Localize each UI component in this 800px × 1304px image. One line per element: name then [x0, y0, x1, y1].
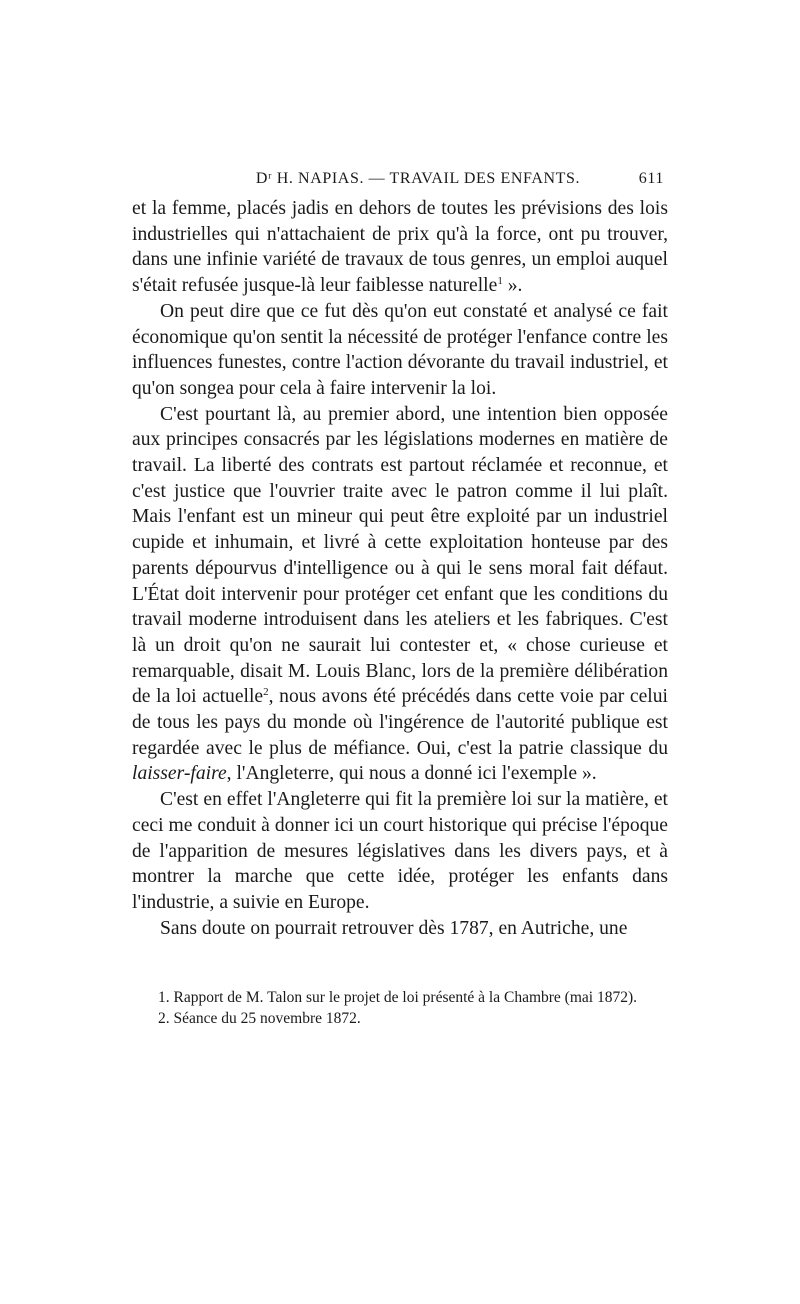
footnotes [132, 987, 668, 1029]
paragraph-text: , l'Angleterre, qui nous a donné ici l'exemple ». [226, 763, 597, 785]
footnote-ref-2: 2 [263, 686, 269, 699]
footnote-2: 2. Séance du 25 novembre 1872. [158, 1010, 361, 1028]
footnote-1: 1. Rapport de M. Talon sur le projet de loi présenté à la Chambre (mai 1872). [158, 989, 638, 1007]
paragraph-text: et la femme, placés jadis en dehors de toutes les prévisions des lois industrielles qui n'attachaient de prix qu'à la force, ont pu trouver, dans une infinie variété de travaux de tous genres, un emploi auquel s'était refusée jusque-là leur faiblesse naturelle [132, 198, 668, 297]
paragraph-1 [132, 196, 668, 299]
page-number: 611 [638, 170, 664, 187]
running-head [132, 170, 668, 196]
paragraph-tail: ». [502, 275, 523, 297]
book-page [132, 170, 668, 1029]
paragraph-5: Sans doute on pourrait retrouver dès 1787, en Autriche, une [160, 917, 628, 939]
paragraph-text: , nous avons été précédés dans cette voie par celui de tous les pays du monde où l'ingérence de l'autorité publique est regardée avec le plus de méfiance. Oui, c'est la patrie classique du [132, 686, 668, 759]
body-text [132, 196, 668, 941]
paragraph-4: C'est en effet l'Angleterre qui fit la première loi sur la matière, et ceci me conduit à donner ici un court historique qui précise l'époque de l'apparition de mesures législatives dans les divers pays, et à montrer la marche que cette idée, protéger les enfants dans l'industrie, a suivie en Europe. [132, 789, 668, 913]
running-title: Dʳ H. NAPIAS. — TRAVAIL DES ENFANTS. [255, 170, 581, 187]
paragraph-3 [132, 402, 668, 788]
footnote-ref-1: 1 [497, 275, 503, 288]
paragraph-2: On peut dire que ce fut dès qu'on eut constaté et analysé ce fait économique qu'on sentit la nécessité de protéger l'enfance contre les influences funestes, contre l'action dévorante du travail industriel, et qu'on songea pour cela à faire intervenir la loi. [132, 300, 668, 399]
paragraph-text: C'est pourtant là, au premier abord, une intention bien opposée aux principes consacrés par les législations modernes en matière de travail. La liberté des contrats est partout réclamée et reconnue, et c'est justice que l'ouvrier traite avec le patron comme il lui plaît. Mais l'enfant est un mineur qui peut être exploité par un industriel cupide et inhumain, et livré à cette exploitation honteuse par des parents dépourvus d'intelligence ou à qui le sens moral fait défaut. L'État doit intervenir pour protéger cet enfant que les conditions du travail moderne introduisent dans les ateliers et les fabriques. C'est là un droit qu'on ne saurait lui contester et, « chose curieuse et remarquable, disait M. Louis Blanc, lors de la première délibération de la loi actuelle [132, 403, 668, 708]
emphasis-text: laisser-faire [132, 763, 227, 785]
